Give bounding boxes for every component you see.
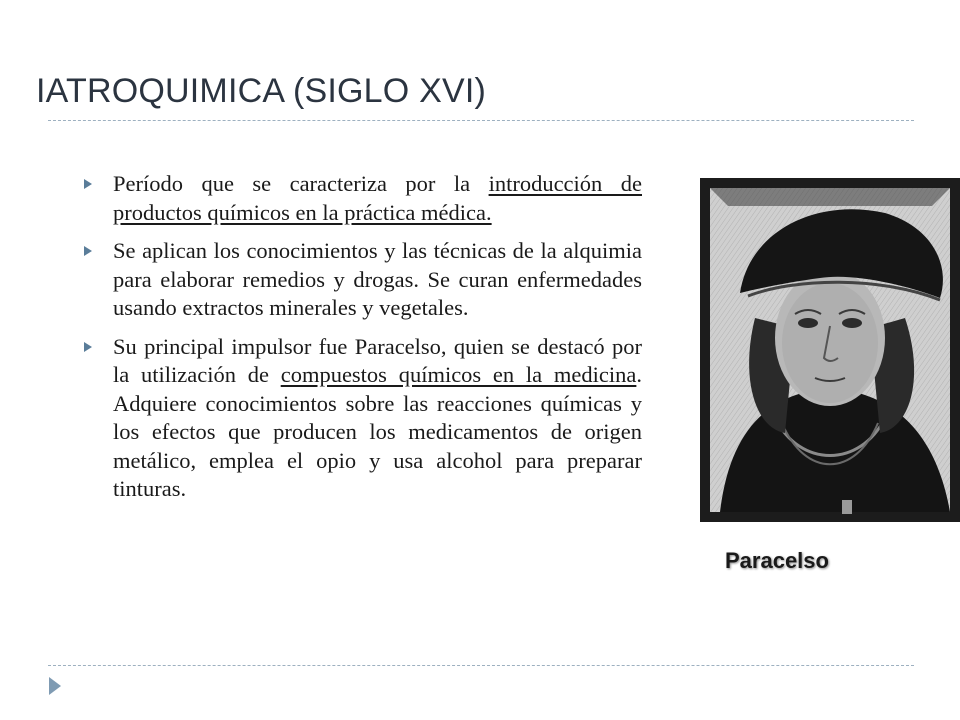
bullet-item-1 (80, 170, 642, 227)
paracelso-portrait (700, 178, 960, 522)
bullet-arrow-icon (84, 179, 92, 189)
top-divider (48, 120, 914, 121)
triangle-right-icon[interactable] (48, 676, 62, 696)
bullet-item-3 (80, 333, 642, 504)
bullet-3-text-before: Su principal impulsor fue Paracelso, quien se destacó por la utilización de (113, 333, 642, 387)
bullet-1-text-after: . (486, 199, 492, 225)
bullet-2-text: Se aplican los conocimientos y las técnicas de la alquimia para elaborar remedios y drogas. Se curan enfermedades usando extractos minerales y vegetales. (113, 238, 642, 320)
bullet-3-underlined: compuestos químicos en la medicina (280, 362, 637, 387)
bullet-3-text-after: . Adquiere conocimientos sobre las reacciones químicas y los efectos que producen los medicamentos de origen metálico, emplea el opio y usa alcohol para preparar tinturas. (113, 362, 642, 501)
bullet-arrow-icon (84, 246, 92, 256)
bullet-arrow-icon (84, 342, 92, 352)
bullet-list (80, 170, 642, 514)
bullet-item-2 (80, 237, 642, 323)
bottom-divider (48, 665, 914, 666)
bullet-1-underlined: introducción de productos químicos en la práctica médica (113, 171, 642, 225)
bullet-1-text-before: Período que se caracteriza por la (113, 171, 489, 196)
slide-title: IATROQUIMICA (SIGLO XVI) (36, 72, 487, 110)
portrait-caption: Paracelso (725, 548, 829, 573)
